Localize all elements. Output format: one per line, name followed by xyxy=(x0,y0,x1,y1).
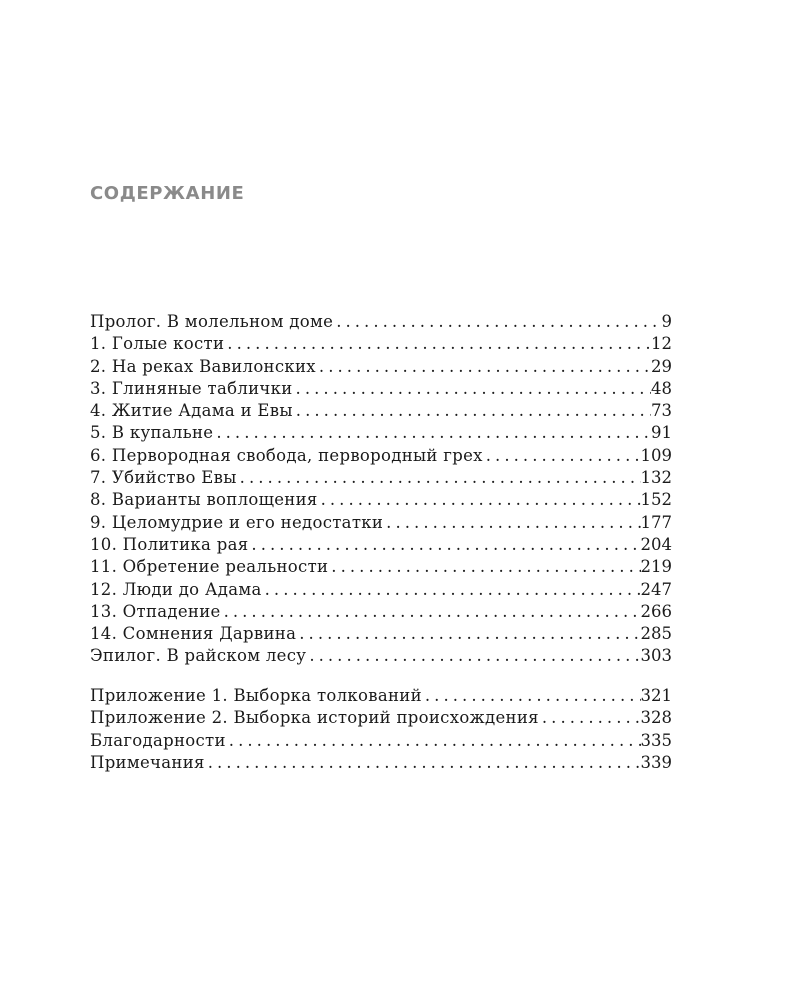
toc-entry-page: 91 xyxy=(651,423,672,443)
toc-entry[interactable] xyxy=(90,378,672,400)
dot-leader xyxy=(383,512,640,534)
toc-main-list xyxy=(90,311,672,668)
toc-entry-page: 9 xyxy=(661,312,672,331)
toc-entry-page: 247 xyxy=(640,579,672,599)
toc-entry-title: Эпилог. В райском лесу xyxy=(90,646,307,666)
dot-leader xyxy=(262,579,641,601)
toc-entry-page: 303 xyxy=(640,646,672,666)
toc-entry[interactable] xyxy=(90,752,672,774)
toc-entry-page: 266 xyxy=(640,601,672,621)
dot-leader xyxy=(221,601,641,623)
toc-entry[interactable] xyxy=(90,356,672,378)
toc-entry-page: 29 xyxy=(651,356,672,376)
toc-entry-page: 339 xyxy=(640,752,672,772)
toc-entry-page: 285 xyxy=(640,624,672,644)
toc-entry[interactable] xyxy=(90,512,672,534)
toc-entry-page: 132 xyxy=(640,468,672,488)
toc-entry-title: 7. Убийство Евы xyxy=(90,468,237,488)
toc-entry[interactable] xyxy=(90,556,672,578)
toc-entry-title: 10. Политика рая xyxy=(90,534,249,554)
page-title: СОДЕРЖАНИЕ xyxy=(90,183,245,204)
dot-leader xyxy=(224,333,651,355)
dot-leader xyxy=(248,534,640,556)
toc-entry-page: 12 xyxy=(651,334,672,354)
toc-entry-page: 335 xyxy=(640,730,672,750)
toc-entry-title: Приложение 1. Выборка толкований xyxy=(90,686,422,705)
dot-leader xyxy=(293,378,651,400)
toc-entry-page: 152 xyxy=(640,490,672,510)
dot-leader xyxy=(237,467,641,489)
toc-entry[interactable] xyxy=(90,400,672,422)
toc-entry[interactable] xyxy=(90,534,672,556)
toc-entry-page: 48 xyxy=(651,378,672,398)
toc-entry-page: 204 xyxy=(640,534,672,554)
toc-entry-title: 1. Голые кости xyxy=(90,334,225,354)
toc-entry-page: 109 xyxy=(640,445,672,465)
dot-leader xyxy=(539,707,641,729)
toc-entry[interactable] xyxy=(90,730,672,752)
toc-entry-title: 12. Люди до Адама xyxy=(90,579,262,599)
toc-entry-title: 11. Обретение реальности xyxy=(90,557,329,577)
toc-entry-title: 3. Глиняные таблички xyxy=(90,378,293,398)
dot-leader xyxy=(422,685,641,707)
toc-entry-title: 9. Целомудрие и его недостатки xyxy=(90,512,384,532)
toc-entry[interactable] xyxy=(90,422,672,444)
toc-entry-page: 321 xyxy=(640,686,672,705)
toc-entry[interactable] xyxy=(90,311,672,333)
dot-leader xyxy=(328,556,640,578)
toc-entry[interactable] xyxy=(90,489,672,511)
toc-entry[interactable] xyxy=(90,601,672,623)
toc-entry[interactable] xyxy=(90,579,672,601)
toc-entry-title: Приложение 2. Выборка историй происхождения xyxy=(90,708,539,728)
toc-entry-title: 14. Сомнения Дарвина xyxy=(90,624,297,644)
toc-entry-title: 13. Отпадение xyxy=(90,601,221,621)
toc-entry[interactable] xyxy=(90,467,672,489)
toc-entry[interactable] xyxy=(90,685,672,707)
dot-leader xyxy=(296,623,640,645)
toc-entry[interactable] xyxy=(90,707,672,729)
toc-entry-page: 177 xyxy=(640,512,672,532)
dot-leader xyxy=(226,730,641,752)
toc-entry[interactable] xyxy=(90,645,672,667)
toc-entry-title: 8. Варианты воплощения xyxy=(90,490,318,510)
toc-entry-title: Пролог. В молельном доме xyxy=(90,312,334,331)
dot-leader xyxy=(205,752,641,774)
dot-leader xyxy=(213,422,651,444)
toc-entry-title: 4. Житие Адама и Евы xyxy=(90,401,293,421)
toc-entry-title: 6. Первородная свобода, первородный грех xyxy=(90,445,483,465)
toc-entry[interactable] xyxy=(90,445,672,467)
toc-back-matter-list xyxy=(90,685,672,774)
dot-leader xyxy=(293,400,651,422)
toc-entry[interactable] xyxy=(90,333,672,355)
toc-entry[interactable] xyxy=(90,623,672,645)
dot-leader xyxy=(318,489,641,511)
toc-entry-page: 73 xyxy=(651,401,672,421)
toc-entry-page: 219 xyxy=(640,557,672,577)
toc-entry-title: 5. В купальне xyxy=(90,423,214,443)
dot-leader xyxy=(316,356,651,378)
dot-leader xyxy=(306,645,640,667)
toc-entry-title: Благодарности xyxy=(90,730,226,750)
dot-leader xyxy=(483,445,641,467)
toc-entry-title: 2. На реках Вавилонских xyxy=(90,356,316,376)
dot-leader xyxy=(333,311,661,333)
toc-entry-title: Примечания xyxy=(90,752,205,772)
toc-entry-page: 328 xyxy=(640,708,672,728)
